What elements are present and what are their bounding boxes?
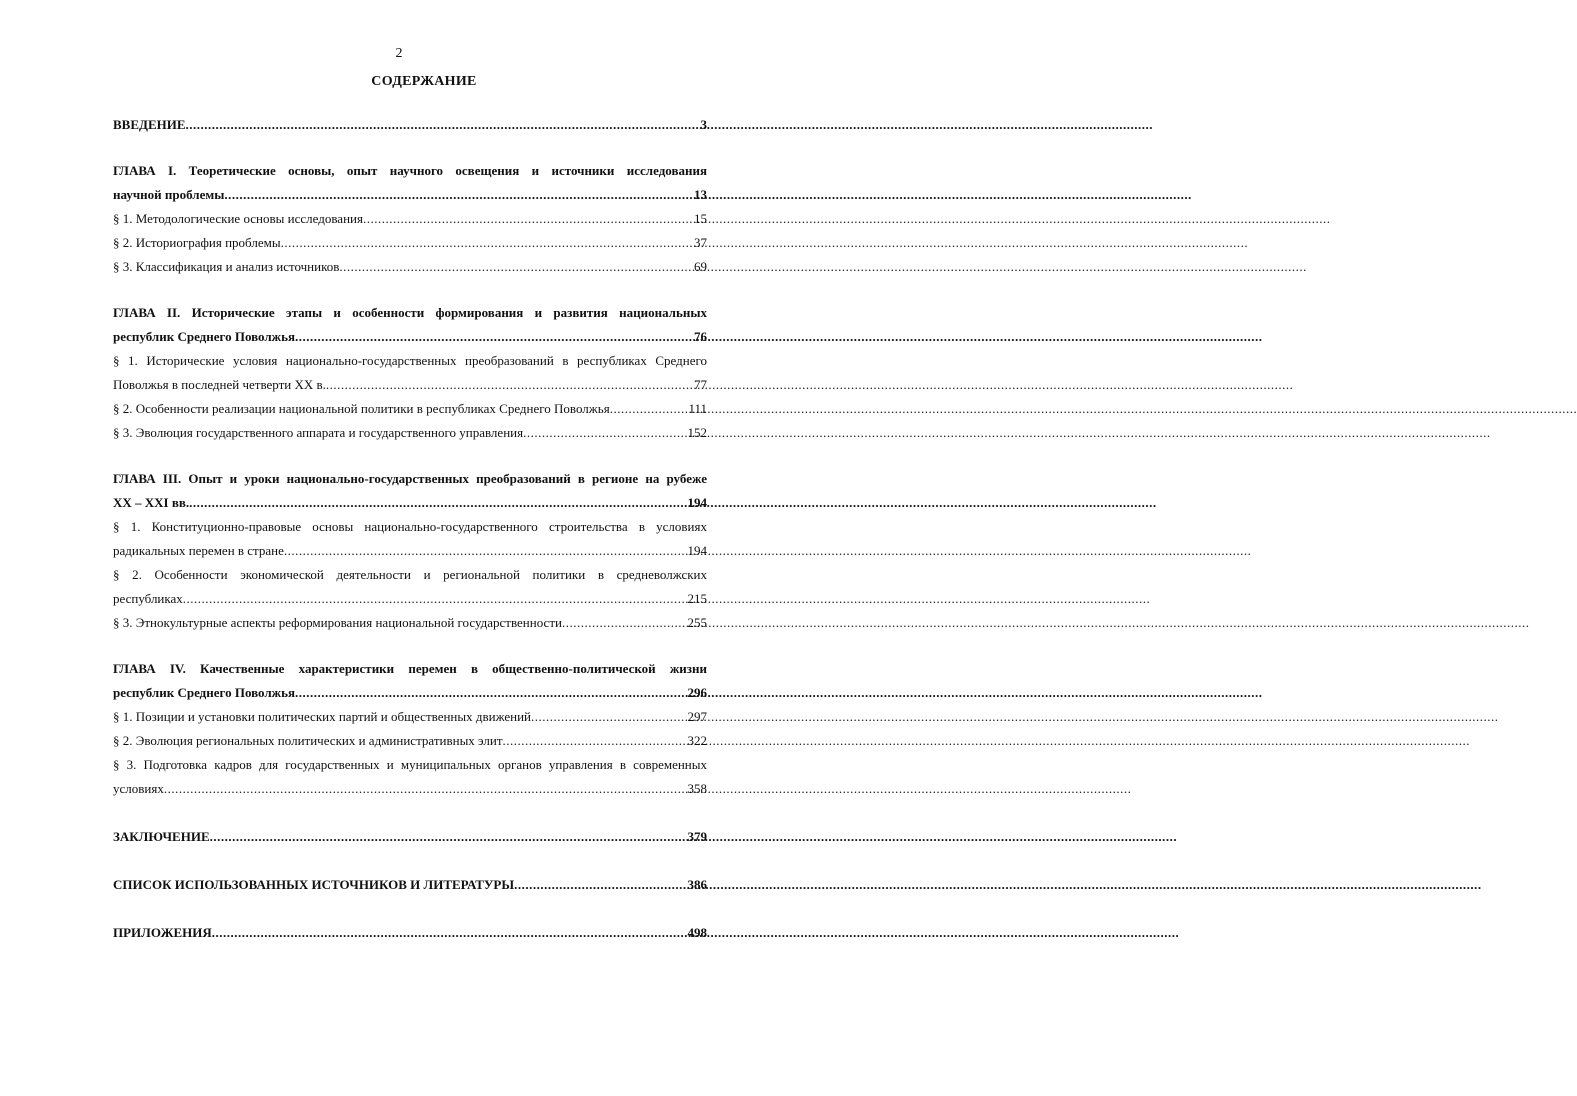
chapter-title-line[interactable]: ГЛАВА III. Опыт и уроки национально-государственных преобразований в регионе на рубеже [113,471,707,486]
toc-page: 296 [687,685,707,700]
toc-entry-section[interactable] [113,777,707,801]
dot-leader [326,373,692,397]
toc-label: § 3. Эволюция государственного аппарата и государственного управления [113,425,524,440]
toc-page: 358 [687,781,707,796]
chapter-4 [113,657,707,801]
toc-page: 152 [687,425,707,440]
toc-page: 37 [694,235,707,250]
toc-label: ЗАКЛЮЧЕНИЕ [113,829,210,844]
dot-leader [284,539,686,563]
toc-label: республик Среднего Поволжья [113,685,296,700]
section-title-line[interactable]: § 1. Конституционно-правовые основы национально-государственного строительства в условиях [113,519,707,534]
toc-entry-section[interactable] [113,397,707,421]
toc-label: § 1. Позиции и установки политических партий и общественных движений [113,709,532,724]
toc-label: радикальных перемен в стране [113,543,284,558]
dot-leader [531,705,685,729]
toc-label: § 2. Особенности реализации национальной политики в республиках Среднего Поволжья [113,401,610,416]
toc-label: условиях [113,781,164,796]
toc-entry-section[interactable] [113,587,707,611]
page-number: 2 [395,46,403,61]
toc-entry-section[interactable] [113,373,707,397]
toc-page: 498 [687,925,707,940]
dot-leader [281,231,692,255]
dot-leader [212,921,686,945]
toc-page: 15 [694,211,707,226]
dot-leader [523,421,685,445]
chapter-3 [113,467,707,635]
toc-label: Поволжья в последней четверти XX в. [113,377,326,392]
dot-leader [610,397,687,421]
dot-leader [210,825,686,849]
toc-entry-section[interactable] [113,231,707,255]
toc-page: 379 [687,829,707,844]
toc-page: 3 [700,117,707,132]
toc-label: ПРИЛОЖЕНИЯ [113,925,212,940]
dot-leader [562,611,686,635]
toc-label: § 2. Эволюция региональных политических и административных элит [113,733,503,748]
chapter-title-line[interactable]: ГЛАВА I. Теоретические основы, опыт научного освещения и источники исследования [113,163,707,178]
dot-leader [186,113,699,137]
chapter-title-line[interactable]: ГЛАВА II. Исторические этапы и особенности формирования и развития национальных [113,305,707,320]
chapter-2 [113,301,707,445]
toc-page: 322 [687,733,707,748]
section-title-line[interactable]: § 2. Особенности экономической деятельности и региональной политики в средневолжских [113,567,707,582]
dot-leader [189,491,685,515]
toc-entry-appendices[interactable] [113,921,707,945]
toc-entry-section[interactable] [113,207,707,231]
toc-label: XX – XXI вв. [113,495,190,510]
section-title-line[interactable]: § 3. Подготовка кадров для государственных и муниципальных органов управления в современных [113,757,707,772]
toc-entry-introduction[interactable] [113,113,707,137]
toc-label: § 2. Историография проблемы [113,235,281,250]
toc-page: 215 [687,591,707,606]
toc-entry-section[interactable] [113,729,707,753]
dot-leader [503,729,686,753]
toc-label: ВВЕДЕНИЕ [113,117,186,132]
dot-leader [295,325,692,349]
toc-page: 386 [687,877,707,892]
toc-page: 255 [687,615,707,630]
toc-entry-chapter-1[interactable] [113,183,707,207]
document-title: СОДЕРЖАНИЕ [371,74,477,89]
dot-leader [224,183,692,207]
toc-entry-chapter-2[interactable] [113,325,707,349]
toc-entry-section[interactable] [113,611,707,635]
toc-page: 194 [687,543,707,558]
toc-entry-chapter-4[interactable] [113,681,707,705]
chapter-1 [113,159,707,279]
toc-page: 13 [694,187,707,202]
toc-label: § 1. Методологические основы исследования [113,211,363,226]
toc-entry-section[interactable] [113,705,707,729]
dot-leader [514,873,685,897]
dot-leader [363,207,692,231]
dot-leader [164,777,686,801]
toc-label: научной проблемы [113,187,225,202]
toc-entry-references[interactable] [113,873,707,897]
toc-entry-conclusion[interactable] [113,825,707,849]
toc-label: республик Среднего Поволжья [113,329,296,344]
toc-page: 77 [694,377,707,392]
toc-page: 69 [694,259,707,274]
toc-entry-section[interactable] [113,255,707,279]
table-of-contents [113,113,707,945]
toc-page: 297 [687,709,707,724]
toc-entry-chapter-3[interactable] [113,491,707,515]
toc-label: республиках [113,591,183,606]
section-title-line[interactable]: § 1. Исторические условия национально-государственных преобразований в республиках Среднего [113,353,707,368]
dot-leader [295,681,685,705]
chapter-title-line[interactable]: ГЛАВА IV. Качественные характеристики перемен в общественно-политической жизни [113,661,707,676]
toc-label: СПИСОК ИСПОЛЬЗОВАННЫХ ИСТОЧНИКОВ И ЛИТЕРАТУРЫ [113,877,515,892]
dot-leader [183,587,686,611]
toc-page: 111 [688,401,707,416]
dot-leader [339,255,692,279]
toc-page: 76 [694,329,707,344]
toc-label: § 3. Этнокультурные аспекты реформирования национальной государственности [113,615,562,630]
toc-entry-section[interactable] [113,421,707,445]
toc-page: 194 [687,495,707,510]
toc-entry-section[interactable] [113,539,707,563]
toc-label: § 3. Классификация и анализ источников [113,259,340,274]
